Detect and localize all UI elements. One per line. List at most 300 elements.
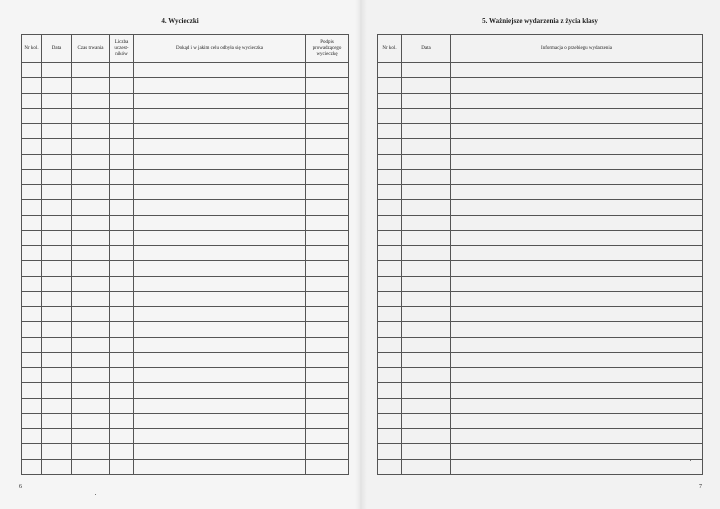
table-cell[interactable]	[22, 322, 42, 337]
table-cell[interactable]	[42, 124, 72, 139]
column-header-duration: Czas trwania	[72, 35, 110, 63]
table-cell[interactable]	[402, 291, 451, 306]
table-cell[interactable]	[378, 429, 402, 444]
table-cell[interactable]	[72, 108, 110, 123]
table-cell[interactable]	[134, 322, 306, 337]
table-cell[interactable]	[110, 291, 134, 306]
table-cell[interactable]	[72, 307, 110, 322]
page-number-left: 6	[19, 484, 22, 490]
table-cell[interactable]	[42, 230, 72, 245]
table-row	[378, 276, 703, 291]
table-cell[interactable]	[42, 291, 72, 306]
table-cell[interactable]	[134, 429, 306, 444]
table-row	[378, 337, 703, 352]
table-cell[interactable]	[42, 215, 72, 230]
table-cell[interactable]	[378, 154, 402, 169]
table-cell[interactable]	[134, 261, 306, 276]
table-cell[interactable]	[134, 246, 306, 261]
table-cell[interactable]	[134, 307, 306, 322]
table-cell[interactable]	[72, 230, 110, 245]
table-cell[interactable]	[22, 124, 42, 139]
table-cell[interactable]	[402, 337, 451, 352]
table-row	[378, 352, 703, 367]
table-cell[interactable]	[110, 413, 134, 428]
trips-table	[21, 34, 349, 475]
table-cell[interactable]	[451, 444, 703, 459]
table-cell[interactable]	[451, 230, 703, 245]
table-row	[378, 215, 703, 230]
table-cell[interactable]	[402, 459, 451, 475]
table-cell[interactable]	[378, 307, 402, 322]
table-row	[378, 139, 703, 154]
table-cell[interactable]	[134, 398, 306, 413]
table-row	[22, 276, 349, 291]
book-gutter	[355, 0, 367, 509]
table-cell[interactable]	[451, 398, 703, 413]
table-cell[interactable]	[402, 108, 451, 123]
table-cell[interactable]	[110, 93, 134, 108]
table-row	[378, 78, 703, 93]
table-cell[interactable]	[402, 78, 451, 93]
table-cell[interactable]	[402, 444, 451, 459]
table-cell[interactable]	[72, 93, 110, 108]
table-cell[interactable]	[451, 246, 703, 261]
table-cell[interactable]	[134, 459, 306, 475]
table-cell[interactable]	[72, 459, 110, 475]
table-cell[interactable]	[110, 368, 134, 383]
table-cell[interactable]	[22, 200, 42, 215]
table-cell[interactable]	[22, 215, 42, 230]
table-row	[22, 230, 349, 245]
table-cell[interactable]	[451, 63, 703, 78]
table-cell[interactable]	[22, 261, 42, 276]
table-cell[interactable]	[451, 139, 703, 154]
table-cell[interactable]	[42, 93, 72, 108]
column-header-participants: Liczba uczest- ników	[110, 35, 134, 63]
trips-table-header	[22, 35, 349, 63]
table-row	[378, 200, 703, 215]
table-cell[interactable]	[134, 139, 306, 154]
table-cell[interactable]	[42, 185, 72, 200]
table-cell[interactable]	[134, 230, 306, 245]
table-cell[interactable]	[402, 154, 451, 169]
table-cell[interactable]	[72, 169, 110, 184]
table-row	[378, 322, 703, 337]
table-cell[interactable]	[402, 139, 451, 154]
table-cell[interactable]	[134, 185, 306, 200]
table-cell[interactable]	[378, 291, 402, 306]
table-row	[22, 246, 349, 261]
table-row	[378, 459, 703, 475]
table-row	[22, 322, 349, 337]
table-cell[interactable]	[134, 78, 306, 93]
table-cell[interactable]	[134, 444, 306, 459]
table-cell[interactable]	[22, 139, 42, 154]
table-cell[interactable]	[22, 169, 42, 184]
table-cell[interactable]	[306, 444, 349, 459]
table-row	[378, 261, 703, 276]
table-cell[interactable]	[306, 215, 349, 230]
table-cell[interactable]	[22, 444, 42, 459]
table-row	[378, 398, 703, 413]
table-cell[interactable]	[378, 246, 402, 261]
table-cell[interactable]	[134, 337, 306, 352]
table-cell[interactable]	[451, 78, 703, 93]
table-cell[interactable]	[378, 352, 402, 367]
table-cell[interactable]	[451, 124, 703, 139]
table-cell[interactable]	[42, 337, 72, 352]
table-cell[interactable]	[72, 63, 110, 78]
right-page	[360, 0, 720, 509]
table-cell[interactable]	[72, 352, 110, 367]
table-cell[interactable]	[402, 246, 451, 261]
table-row	[378, 444, 703, 459]
table-cell[interactable]	[110, 63, 134, 78]
table-cell[interactable]	[451, 169, 703, 184]
table-cell[interactable]	[72, 291, 110, 306]
table-row	[22, 200, 349, 215]
table-cell[interactable]	[42, 63, 72, 78]
table-cell[interactable]	[306, 352, 349, 367]
table-row	[378, 63, 703, 78]
table-row	[22, 429, 349, 444]
table-cell[interactable]	[306, 246, 349, 261]
table-cell[interactable]	[72, 154, 110, 169]
table-row	[22, 459, 349, 475]
column-header-event-info: Informacja o przebiegu wydarzenia	[451, 35, 703, 63]
table-cell[interactable]	[22, 78, 42, 93]
table-row	[378, 246, 703, 261]
table-cell[interactable]	[42, 154, 72, 169]
table-cell[interactable]	[110, 139, 134, 154]
events-table-header	[378, 35, 703, 63]
table-cell[interactable]	[110, 459, 134, 475]
table-cell[interactable]	[72, 368, 110, 383]
table-cell[interactable]	[378, 63, 402, 78]
table-cell[interactable]	[110, 230, 134, 245]
table-cell[interactable]	[402, 215, 451, 230]
column-header-signature: Podpis prowadzącego wycieczkę	[306, 35, 349, 63]
table-cell[interactable]	[42, 276, 72, 291]
table-cell[interactable]	[22, 246, 42, 261]
paper-speck	[690, 460, 691, 461]
table-cell[interactable]	[110, 261, 134, 276]
table-cell[interactable]	[306, 337, 349, 352]
table-cell[interactable]	[306, 200, 349, 215]
table-row	[22, 108, 349, 123]
table-row	[22, 291, 349, 306]
table-cell[interactable]	[306, 291, 349, 306]
table-cell[interactable]	[402, 352, 451, 367]
table-row	[22, 215, 349, 230]
table-cell[interactable]	[402, 185, 451, 200]
table-cell[interactable]	[72, 78, 110, 93]
table-cell[interactable]	[378, 78, 402, 93]
table-cell[interactable]	[22, 398, 42, 413]
events-table	[377, 34, 703, 475]
table-cell[interactable]	[42, 322, 72, 337]
table-cell[interactable]	[378, 276, 402, 291]
table-cell[interactable]	[22, 352, 42, 367]
table-cell[interactable]	[110, 383, 134, 398]
column-header-destination: Dokąd i w jakim celu odbyła się wycieczka	[134, 35, 306, 63]
table-cell[interactable]	[402, 398, 451, 413]
table-cell[interactable]	[42, 169, 72, 184]
table-row	[22, 383, 349, 398]
table-cell[interactable]	[402, 230, 451, 245]
table-cell[interactable]	[451, 276, 703, 291]
table-cell[interactable]	[110, 185, 134, 200]
table-cell[interactable]	[378, 124, 402, 139]
table-row	[22, 63, 349, 78]
table-cell[interactable]	[306, 413, 349, 428]
table-cell[interactable]	[451, 322, 703, 337]
table-cell[interactable]	[42, 139, 72, 154]
table-cell[interactable]	[378, 368, 402, 383]
table-cell[interactable]	[22, 459, 42, 475]
table-cell[interactable]	[134, 63, 306, 78]
table-cell[interactable]	[42, 429, 72, 444]
table-cell[interactable]	[22, 154, 42, 169]
table-cell[interactable]	[451, 383, 703, 398]
table-cell[interactable]	[42, 398, 72, 413]
table-cell[interactable]	[378, 108, 402, 123]
table-cell[interactable]	[134, 368, 306, 383]
table-cell[interactable]	[110, 154, 134, 169]
table-cell[interactable]	[306, 93, 349, 108]
table-cell[interactable]	[306, 307, 349, 322]
table-row	[22, 368, 349, 383]
table-cell[interactable]	[306, 169, 349, 184]
table-cell[interactable]	[306, 185, 349, 200]
table-cell[interactable]	[72, 383, 110, 398]
table-cell[interactable]	[42, 78, 72, 93]
table-cell[interactable]	[42, 108, 72, 123]
table-cell[interactable]	[134, 352, 306, 367]
table-cell[interactable]	[402, 63, 451, 78]
table-row	[22, 413, 349, 428]
table-cell[interactable]	[306, 230, 349, 245]
table-cell[interactable]	[378, 261, 402, 276]
table-cell[interactable]	[110, 322, 134, 337]
table-cell[interactable]	[134, 200, 306, 215]
table-row	[22, 93, 349, 108]
table-cell[interactable]	[306, 398, 349, 413]
table-row	[22, 124, 349, 139]
table-cell[interactable]	[378, 169, 402, 184]
table-cell[interactable]	[72, 444, 110, 459]
table-cell[interactable]	[110, 246, 134, 261]
table-cell[interactable]	[22, 383, 42, 398]
table-cell[interactable]	[306, 429, 349, 444]
table-cell[interactable]	[22, 429, 42, 444]
table-cell[interactable]	[402, 322, 451, 337]
table-cell[interactable]	[22, 93, 42, 108]
table-cell[interactable]	[110, 307, 134, 322]
table-cell[interactable]	[402, 124, 451, 139]
table-cell[interactable]	[42, 352, 72, 367]
table-cell[interactable]	[378, 337, 402, 352]
table-cell[interactable]	[378, 200, 402, 215]
table-cell[interactable]	[306, 383, 349, 398]
table-row	[22, 444, 349, 459]
table-cell[interactable]	[306, 124, 349, 139]
table-cell[interactable]	[306, 368, 349, 383]
table-row	[22, 352, 349, 367]
table-cell[interactable]	[451, 337, 703, 352]
table-cell[interactable]	[134, 108, 306, 123]
table-cell[interactable]	[42, 368, 72, 383]
table-cell[interactable]	[451, 413, 703, 428]
table-row	[22, 139, 349, 154]
table-cell[interactable]	[402, 383, 451, 398]
left-page-title: 4. Wycieczki	[161, 17, 199, 25]
table-row	[378, 429, 703, 444]
table-cell[interactable]	[306, 154, 349, 169]
table-cell[interactable]	[378, 444, 402, 459]
table-cell[interactable]	[378, 185, 402, 200]
table-cell[interactable]	[378, 93, 402, 108]
table-cell[interactable]	[110, 352, 134, 367]
table-cell[interactable]	[42, 261, 72, 276]
column-header-date: Data	[402, 35, 451, 63]
table-cell[interactable]	[306, 322, 349, 337]
table-cell[interactable]	[72, 200, 110, 215]
table-cell[interactable]	[110, 78, 134, 93]
table-cell[interactable]	[451, 261, 703, 276]
table-cell[interactable]	[22, 368, 42, 383]
table-cell[interactable]	[451, 352, 703, 367]
table-cell[interactable]	[451, 154, 703, 169]
table-cell[interactable]	[306, 276, 349, 291]
table-cell[interactable]	[451, 185, 703, 200]
table-cell[interactable]	[451, 215, 703, 230]
table-cell[interactable]	[378, 398, 402, 413]
table-cell[interactable]	[306, 139, 349, 154]
table-cell[interactable]	[134, 276, 306, 291]
table-row	[378, 383, 703, 398]
table-cell[interactable]	[110, 169, 134, 184]
table-row	[378, 108, 703, 123]
table-cell[interactable]	[22, 307, 42, 322]
table-cell[interactable]	[306, 78, 349, 93]
table-row	[22, 185, 349, 200]
table-cell[interactable]	[42, 444, 72, 459]
table-cell[interactable]	[72, 398, 110, 413]
table-cell[interactable]	[110, 398, 134, 413]
table-cell[interactable]	[72, 139, 110, 154]
table-cell[interactable]	[451, 200, 703, 215]
table-cell[interactable]	[72, 261, 110, 276]
table-cell[interactable]	[22, 185, 42, 200]
table-cell[interactable]	[42, 413, 72, 428]
table-cell[interactable]	[306, 261, 349, 276]
table-cell[interactable]	[451, 291, 703, 306]
table-cell[interactable]	[134, 93, 306, 108]
table-cell[interactable]	[402, 261, 451, 276]
table-cell[interactable]	[22, 230, 42, 245]
table-cell[interactable]	[134, 124, 306, 139]
table-cell[interactable]	[378, 383, 402, 398]
table-cell[interactable]	[378, 459, 402, 475]
table-cell[interactable]	[72, 322, 110, 337]
table-cell[interactable]	[306, 108, 349, 123]
table-cell[interactable]	[42, 200, 72, 215]
table-cell[interactable]	[134, 383, 306, 398]
table-row	[378, 368, 703, 383]
table-cell[interactable]	[134, 169, 306, 184]
table-cell[interactable]	[378, 413, 402, 428]
table-row	[378, 124, 703, 139]
table-cell[interactable]	[451, 93, 703, 108]
table-cell[interactable]	[451, 307, 703, 322]
table-cell[interactable]	[110, 444, 134, 459]
table-cell[interactable]	[110, 200, 134, 215]
table-cell[interactable]	[22, 413, 42, 428]
table-cell[interactable]	[402, 169, 451, 184]
table-cell[interactable]	[402, 307, 451, 322]
table-cell[interactable]	[451, 108, 703, 123]
table-cell[interactable]	[402, 200, 451, 215]
table-cell[interactable]	[378, 139, 402, 154]
table-cell[interactable]	[42, 459, 72, 475]
table-cell[interactable]	[451, 429, 703, 444]
table-cell[interactable]	[22, 63, 42, 78]
table-cell[interactable]	[72, 185, 110, 200]
table-cell[interactable]	[72, 215, 110, 230]
table-cell[interactable]	[402, 368, 451, 383]
table-cell[interactable]	[22, 291, 42, 306]
table-cell[interactable]	[72, 124, 110, 139]
table-cell[interactable]	[378, 230, 402, 245]
table-row	[378, 413, 703, 428]
table-cell[interactable]	[110, 108, 134, 123]
table-cell[interactable]	[110, 276, 134, 291]
table-cell[interactable]	[72, 337, 110, 352]
table-cell[interactable]	[22, 276, 42, 291]
table-cell[interactable]	[110, 337, 134, 352]
table-cell[interactable]	[378, 322, 402, 337]
table-cell[interactable]	[402, 429, 451, 444]
table-cell[interactable]	[42, 307, 72, 322]
table-row	[22, 169, 349, 184]
table-cell[interactable]	[402, 413, 451, 428]
table-cell[interactable]	[402, 93, 451, 108]
table-cell[interactable]	[42, 383, 72, 398]
table-cell[interactable]	[42, 246, 72, 261]
table-cell[interactable]	[306, 63, 349, 78]
table-cell[interactable]	[402, 276, 451, 291]
table-cell[interactable]	[110, 124, 134, 139]
table-cell[interactable]	[72, 429, 110, 444]
table-cell[interactable]	[72, 413, 110, 428]
table-cell[interactable]	[134, 413, 306, 428]
table-cell[interactable]	[72, 246, 110, 261]
table-cell[interactable]	[134, 154, 306, 169]
table-cell[interactable]	[134, 291, 306, 306]
table-cell[interactable]	[72, 276, 110, 291]
table-cell[interactable]	[134, 215, 306, 230]
table-cell[interactable]	[22, 337, 42, 352]
table-cell[interactable]	[110, 429, 134, 444]
table-row	[378, 93, 703, 108]
table-cell[interactable]	[451, 459, 703, 475]
table-cell[interactable]	[451, 368, 703, 383]
table-cell[interactable]	[306, 459, 349, 475]
table-cell[interactable]	[378, 215, 402, 230]
table-cell[interactable]	[22, 108, 42, 123]
table-cell[interactable]	[110, 215, 134, 230]
